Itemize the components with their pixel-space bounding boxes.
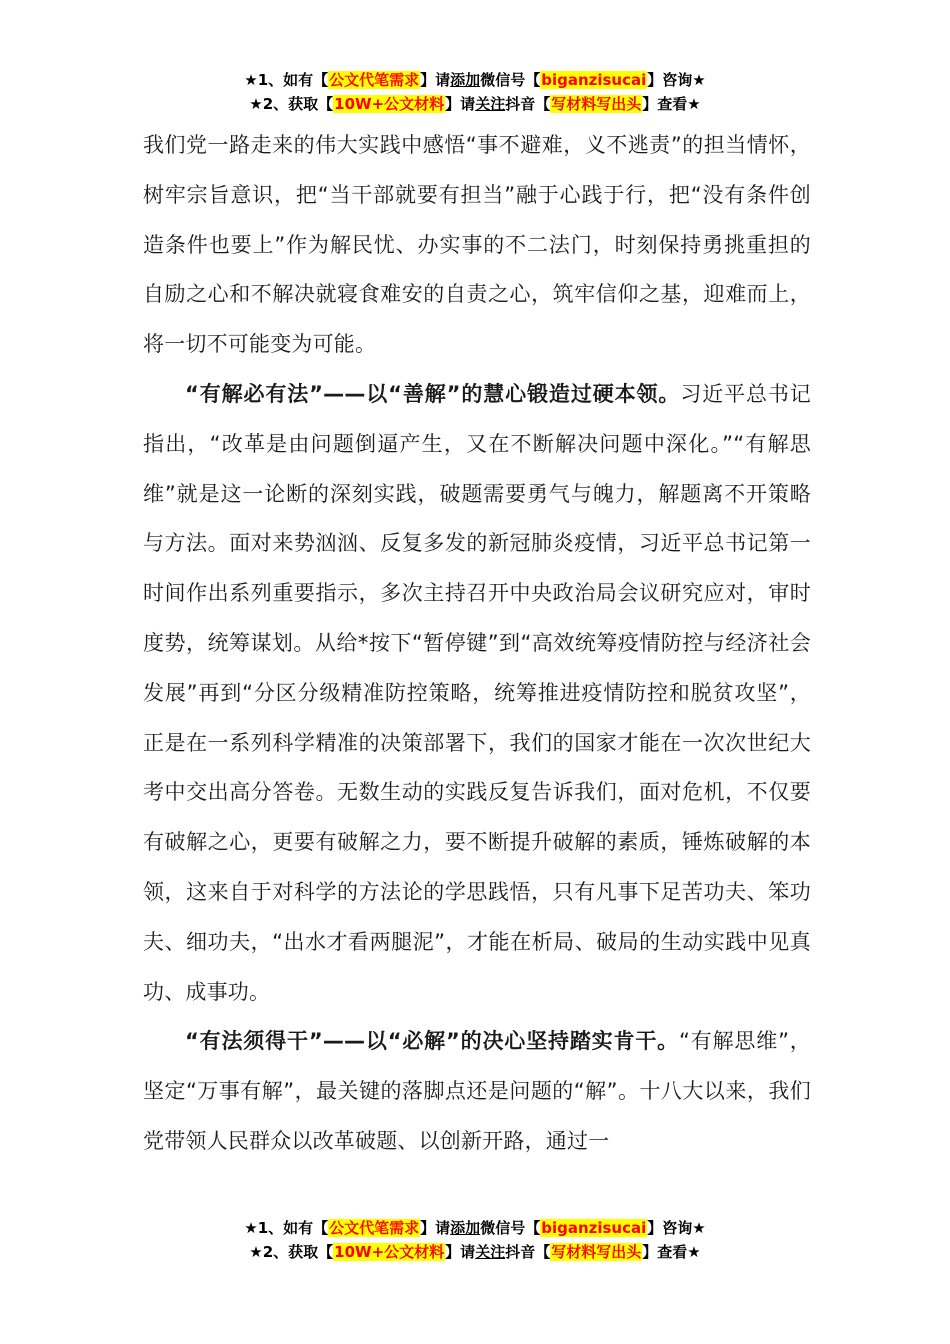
banner-text: 1、如有【 [257,71,329,89]
banner-text: 2、获取【 [262,95,334,113]
star-icon: ★ [692,1219,706,1237]
highlight-douyin-id: 写材料写出头 [551,1243,642,1261]
banner-line-2 [0,1240,950,1264]
banner-line-2 [0,92,950,116]
banner-text: 1、如有【 [257,1219,329,1237]
banner-text: 】请 [445,95,476,113]
banner-line-1 [0,68,950,92]
star-icon: ★ [244,71,258,89]
banner-text: 】咨询 [647,1219,693,1237]
document-body [143,121,811,1167]
banner-underline-text: 关注 [475,1243,506,1261]
highlight-materials: 10W+公文材料 [334,1243,445,1261]
footer-banner [0,1216,950,1264]
star-icon: ★ [692,71,706,89]
paragraph-1: 我们党一路走来的伟大实践中感悟“事不避难，义不逃责”的担当情怀，树牢宗旨意识，把“当干部就要有担当”融于心践于行，把“没有条件创造条件也要上”作为解民忧、办实事的不二法门，时刻保持勇挑重担的自励之心和不解决就寝食难安的自责之心，筑牢信仰之基，迎难而上，将一切不可能变为可能。 [143,133,811,357]
paragraph-3-text: “有解思维”，坚定“万事有解”，最关键的落脚点还是问题的“解”。十八大以来，我们党带领人民群众以改革破题、以创新开路，通过一 [143,1029,811,1153]
star-icon: ★ [249,1243,263,1261]
star-icon: ★ [687,1243,701,1261]
paragraph-3-heading: “有法须得干”——以“必解”的决心坚持踏实肯干。 [185,1029,680,1054]
highlight-wechat-id: biganzisucai [541,1219,647,1237]
paragraph-2 [143,370,811,1017]
banner-text: 抖音【 [505,95,551,113]
banner-underline-text: 添加 [450,71,481,89]
highlight-service: 公文代笔需求 [329,1219,420,1237]
banner-underline-text: 添加 [450,1219,481,1237]
banner-text: 】查看 [642,95,688,113]
banner-text: 2、获取【 [262,1243,334,1261]
banner-text: 抖音【 [505,1243,551,1261]
header-banner [0,68,950,116]
highlight-wechat-id: biganzisucai [541,71,647,89]
highlight-douyin-id: 写材料写出头 [551,95,642,113]
highlight-service: 公文代笔需求 [329,71,420,89]
highlight-materials: 10W+公文材料 [334,95,445,113]
banner-text: 】查看 [642,1243,688,1261]
star-icon: ★ [687,95,701,113]
banner-text: 】请 [420,1219,451,1237]
banner-line-1 [0,1216,950,1240]
banner-text: 微信号【 [480,71,541,89]
banner-text: 】咨询 [647,71,693,89]
star-icon: ★ [244,1219,258,1237]
star-icon: ★ [249,95,263,113]
banner-text: 】请 [420,71,451,89]
banner-text: 微信号【 [480,1219,541,1237]
banner-text: 】请 [445,1243,476,1261]
paragraph-2-text: 习近平总书记指出，“改革是由问题倒逼产生，又在不断解决问题中深化。”“有解思维”就是这一论断的深刻实践，破题需要勇气与魄力，解题离不开策略与方法。面对来势汹汹、反复多发的新冠肺炎疫情，习近平总书记第一时间作出系列重要指示，多次主持召开中央政治局会议研究应对，审时度势，统筹谋划。从给*按下“暂停键”到“高效统筹疫情防控与经济社会发展”再到“分区分级精准防控策略，统筹推进疫情防控和脱贫攻坚”，正是在一系列科学精准的决策部署下，我们的国家才能在一次次世纪大考中交出高分答卷。无数生动的实践反复告诉我们，面对危机，不仅要有破解之心，更要有破解之力，要不断提升破解的素质，锤炼破解的本领，这来自于对科学的方法论的学思践悟，只有凡事下足苦功夫、笨功夫、细功夫，“出水才看两腿泥”，才能在析局、破局的生动实践中见真功、成事功。 [143,381,811,1004]
paragraph-2-heading: “有解必有法”——以“善解”的慧心锻造过硬本领。 [185,381,681,406]
banner-underline-text: 关注 [475,95,506,113]
paragraph-3 [143,1017,811,1166]
